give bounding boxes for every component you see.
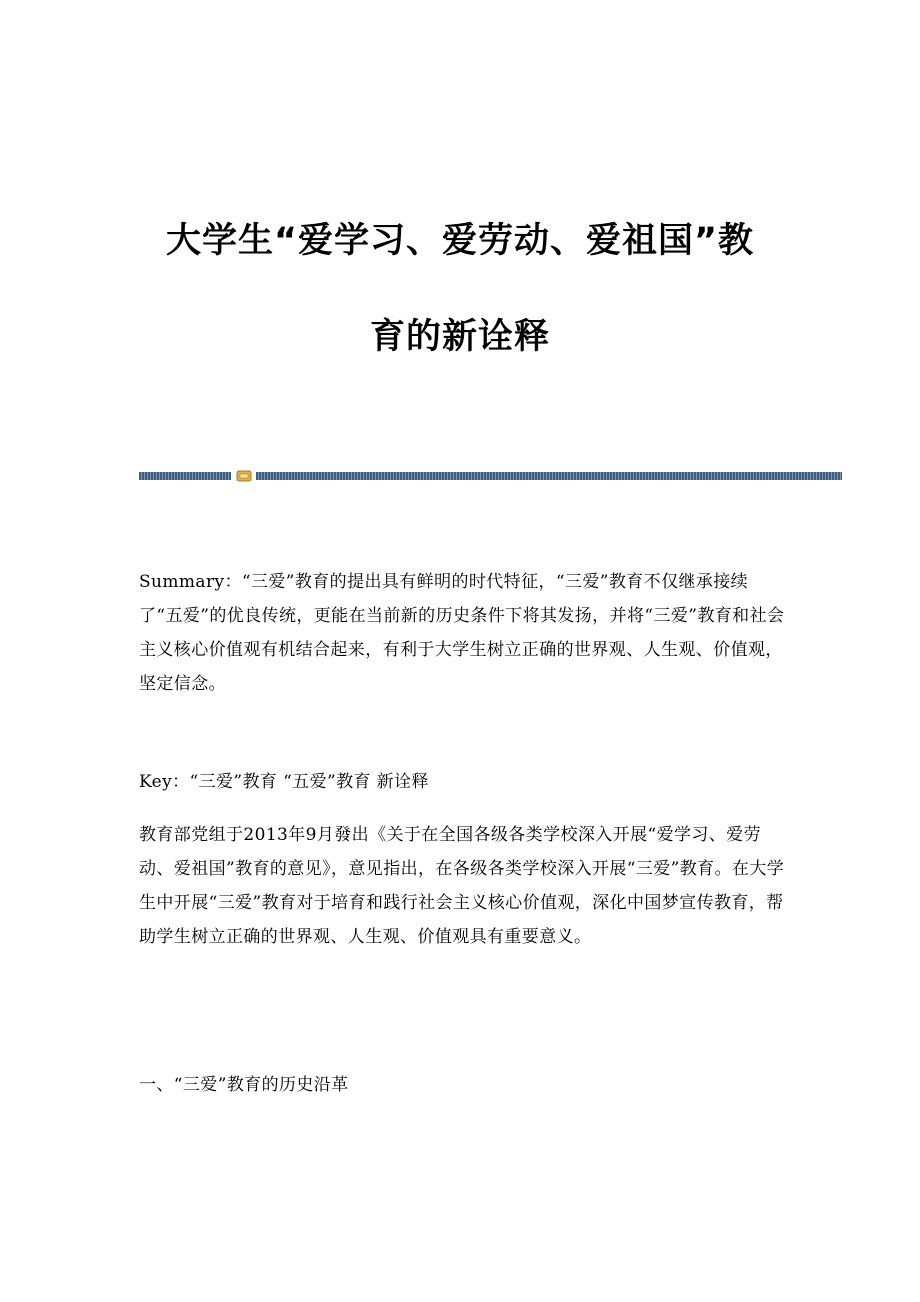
document-title-line-2: 育的新诠释 — [369, 317, 550, 357]
title-divider — [139, 469, 842, 483]
divider-bar-right — [256, 472, 842, 480]
body-paragraph: 教育部党组于2013年9月發出《关于在全国各级各类学校深入开展“爱学习、爱劳动、爱祖国”教育的意见》，意见指出，在各级各类学校深入开展“三爱”教育。在大学生中开展“三爱”教育对于培育和践行社会主义核心价值观，深化中国梦宣传教育，帮助学生树立正确的世界观、人生观、价值观具有重要意义。 — [139, 825, 785, 947]
section-heading: 一、“三爱”教育的历史沿革 — [139, 1075, 349, 1095]
divider-bar-left — [139, 472, 231, 480]
divider-ornament-icon — [236, 469, 252, 483]
summary-paragraph: Summary：“三爱”教育的提出具有鲜明的时代特征，“三爱”教育不仅继承接续了“五爱”的优良传统，更能在当前新的历史条件下将其发扬，并将“三爱”教育和社会主义核心价值观有机结合起来，有利于大学生树立正确的世界观、人生观、价值观，坚定信念。 — [139, 572, 785, 694]
document-title-line-1: 大学生“爱学习、爱劳动、爱祖国”教 — [165, 221, 754, 261]
keywords-line: Key：“三爱”教育 “五爱”教育 新诠释 — [139, 772, 429, 792]
